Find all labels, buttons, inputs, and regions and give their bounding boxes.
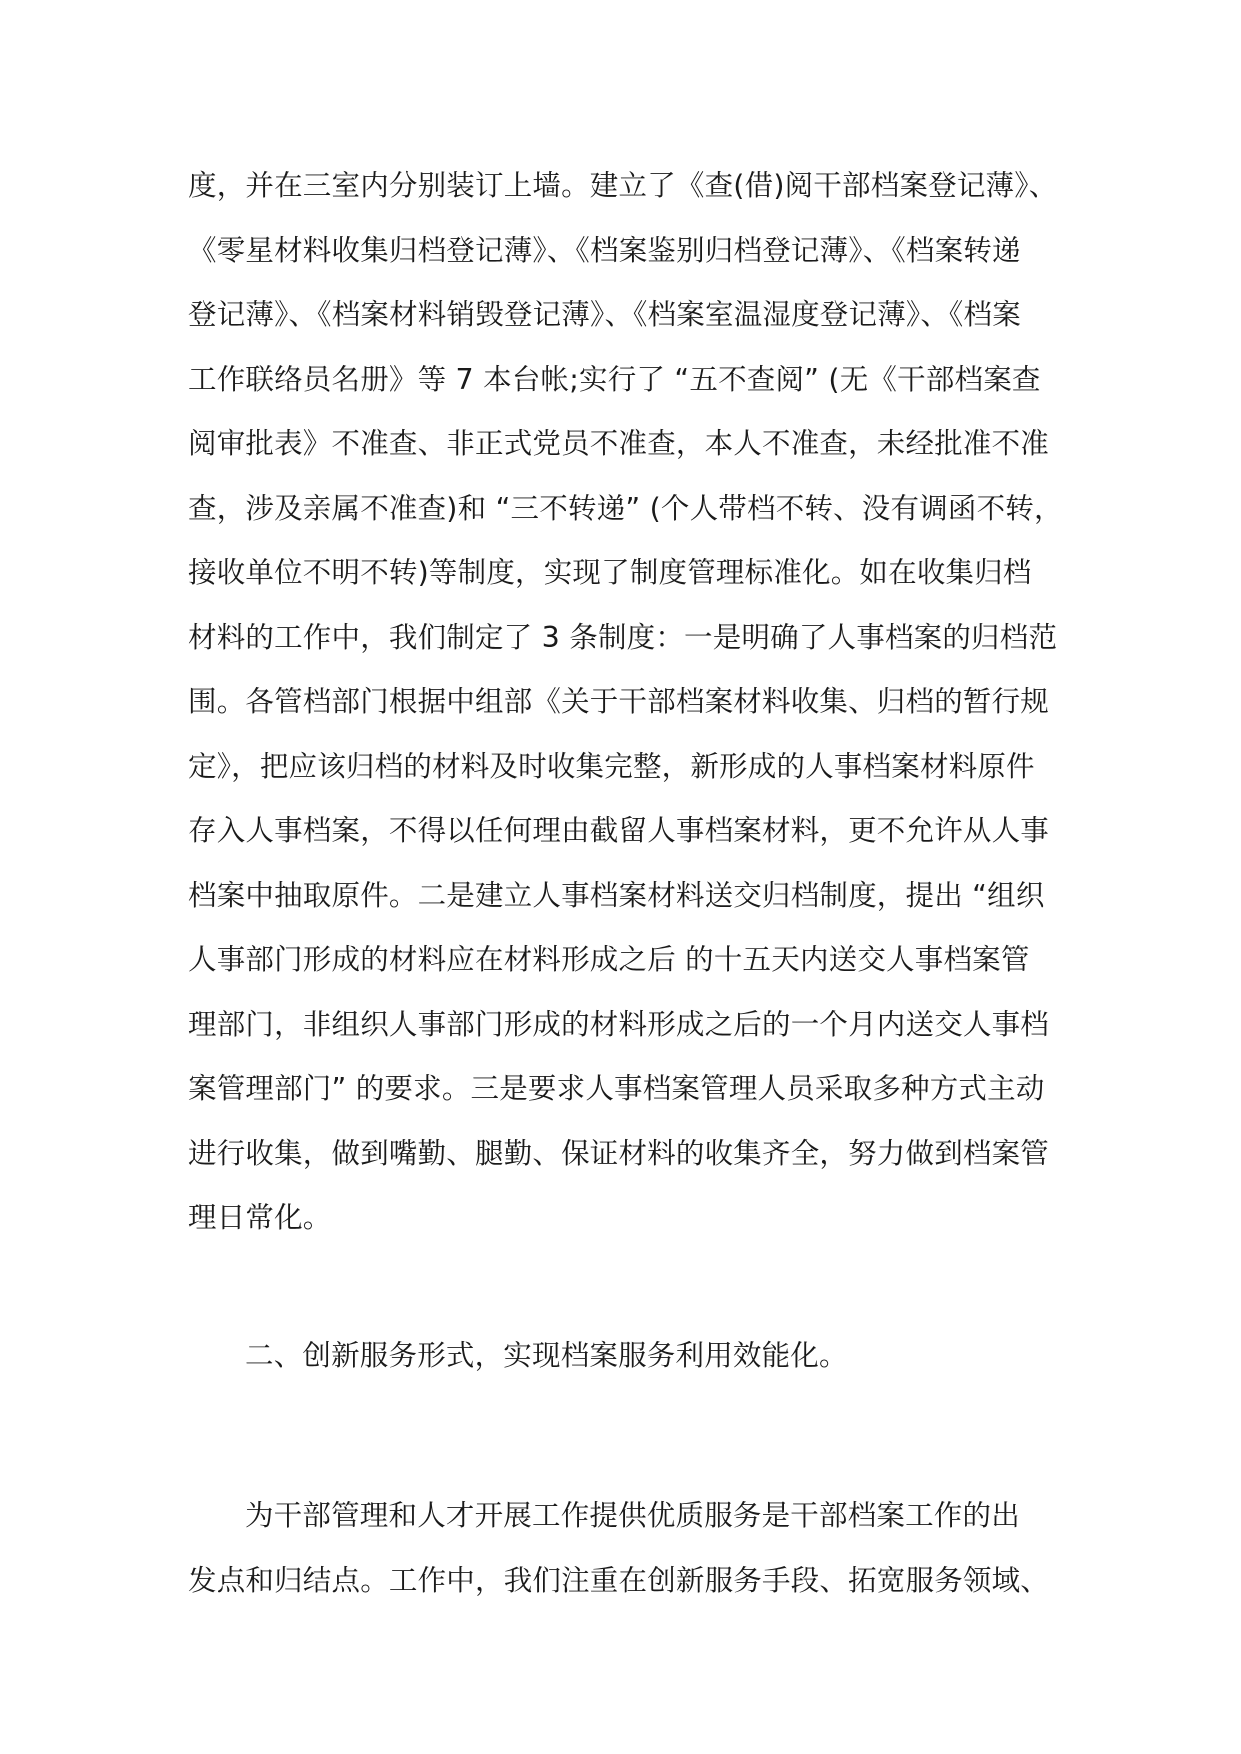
text-line: 定》，把应该归档的材料及时收集完整，新形成的人事档案材料原件	[188, 749, 1035, 783]
text-line: 材料的工作中，我们制定了 3 条制度：一是明确了人事档案的归档范	[188, 620, 1058, 654]
text-line: 接收单位不明不转)等制度，实现了制度管理标准化。如在收集归档	[188, 556, 1032, 589]
section-heading-text: 二、创新服务形式，实现档案服务利用效能化。	[245, 1339, 848, 1372]
text-line: 理日常化。	[188, 1201, 332, 1234]
text-line: 发点和归结点。工作中，我们注重在创新服务手段、拓宽服务领域、	[188, 1563, 1050, 1597]
text-line: 《零星材料收集归档登记薄》、《档案鉴别归档登记薄》、《档案转递	[188, 233, 1021, 267]
paragraph-service	[188, 1484, 1058, 1613]
text-line: 为干部管理和人才开展工作提供优质服务是干部档案工作的出	[245, 1499, 1020, 1532]
paragraph-archive-system	[188, 154, 1063, 1251]
text-line: 人事部门形成的材料应在材料形成之后 的十五天内送交人事档案管	[188, 943, 1030, 976]
text-line: 围。各管档部门根据中组部《关于干部档案材料收集、归档的暂行规	[188, 685, 1050, 718]
text-line: 查，涉及亲属不准查)和 “三不转递” (个人带档不转、没有调函不转，	[188, 491, 1063, 525]
text-line: 理部门，非组织人事部门形成的材料形成之后的一个月内送交人事档	[188, 1007, 1050, 1041]
text-line: 登记薄》、《档案材料销毁登记薄》、《档案室温湿度登记薄》、《档案	[188, 298, 1021, 331]
text-line: 阅审批表》不准查、非正式党员不准查，本人不准查，未经批准不准	[188, 427, 1050, 460]
text-line: 度，并在三室内分别装订上墙。建立了《查(借)阅干部档案登记薄》、	[188, 169, 1058, 202]
text-line: 进行收集，做到嘴勤、腿勤、保证材料的收集齐全，努力做到档案管	[188, 1136, 1050, 1170]
text-line: 案管理部门” 的要求。三是要求人事档案管理人员采取多种方式主动	[188, 1072, 1045, 1105]
text-line: 存入人事档案，不得以任何理由截留人事档案材料，更不允许从人事	[188, 814, 1050, 847]
text-line: 工作联络员名册》等 7 本台帐;实行了 “五不查阅” (无《干部档案查	[188, 362, 1041, 396]
text-line: 档案中抽取原件。二是建立人事档案材料送交归档制度，提出 “组织	[188, 878, 1045, 912]
section-heading	[188, 1324, 1058, 1389]
